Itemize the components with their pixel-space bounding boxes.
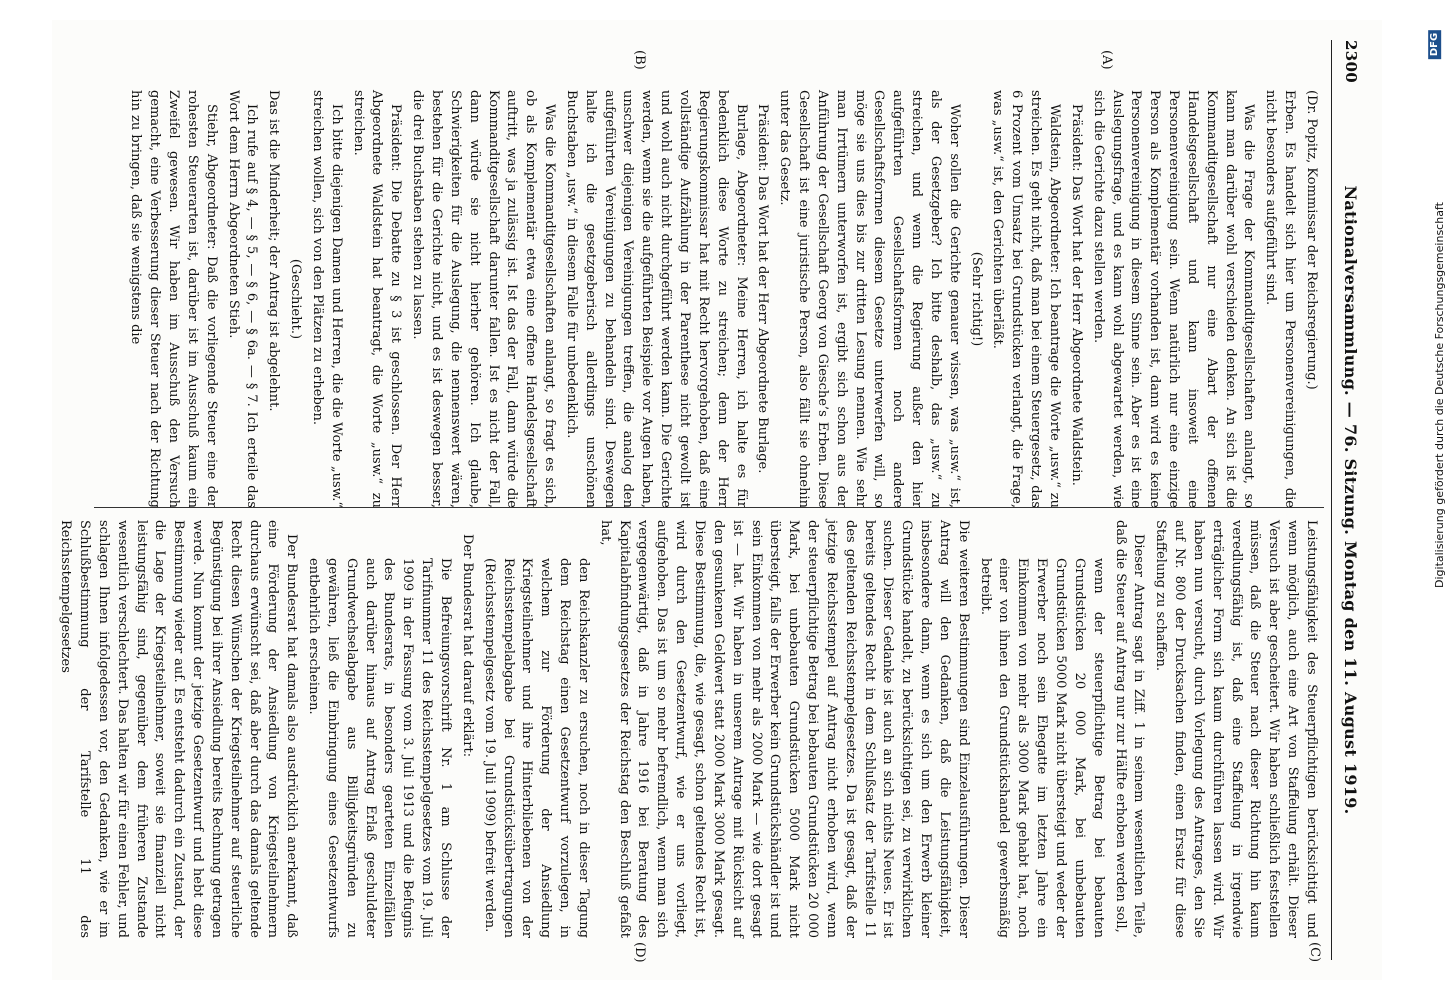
speaker-paragraph: Stiehr, Abgeordneter: Daß die vorliegende Steuer eine der rohesten Steuerarten ist, darüber ist im Ausschuß kaum ein Zweifel gewesen. Wir haben im Ausschuß den Versuch gemacht, eine Verbesserung dieser Steuer nach der Richtung hin zu bringen, daß sie wenigstens die <box>128 90 219 508</box>
interjection: (Geschieht.) <box>288 258 304 340</box>
quoted-text: wenn der steuerpflichtige Betrag bei bebauten Grundstücken 20 000 Mark, bei unbebauten Grundstücken 5000 Mark nicht übersteigt und weder der Erwerber noch sein Ehegatte im letzten Jahre ein Einkommen von mehr als 3000 Mark gehabt hat, noch einer von ihnen den Grundstückshandel gewerbsmäßig betreibt. <box>977 558 1106 938</box>
header-rule <box>1331 40 1332 960</box>
paragraph: Der Bundesrat hat damals also ausdrücklich anerkannt, daß eine Förderung der Ansiedlung von Kriegsteilnehmern durchaus erwünscht sei, daß aber durch das damals geltende Recht diesen Wünschen der Kriegsteilnehmer auf steuerliche Begünstigung bei ihrer Ansiedlung bereits Rechnung getragen werde. Nun kommt der jetzige Gesetzentwurf und hebt diese Bestimmung wieder auf. Es entsteht dadurch ein Zustand, der die Lage der Kriegsteilnehmer, soweit sie finanziell nicht leistungsfähig sind, gegenüber dem früheren Zustande wesentlich verschlechtert. Das halten wir für einen Fehler, und schlagen Ihnen infolgedessen vor, den Gedanken, wie er im Schlußbestimmung der Tarifstelle 11 des Reichsstempelgesetzes <box>58 520 300 938</box>
paragraph: Das ist die Minderheit; der Antrag ist abgelehnt. <box>266 90 282 412</box>
interjection: (Sehr richtig!) <box>968 251 984 347</box>
margin-marker-c: (C) <box>1307 942 1322 963</box>
column-divider <box>94 507 1324 508</box>
page-number: 2300 <box>1342 40 1360 83</box>
quoted-text: den Reichskanzler zu ersuchen, noch in dieser Tagung dem Reichstag einen Gesetzentwurf vorzulegen, in welchem zur Förderung der Ansiedlung Kriegsteilnehmer und ihre Hinterbliebenen von der Reichsstempelabgabe bei Grundstücksübertragungen (Reichsstempelgesetz vom 19. Juli 1909) befreit werden. <box>481 558 591 938</box>
margin-marker-b: (B) <box>632 50 647 70</box>
margin-marker-a: (A) <box>1099 50 1114 70</box>
paragraph: Ich bitte diejenigen Damen und Herren, die die Worte „usw.“ streichen wollen, sich von den Plätzen zu erheben. <box>309 90 344 508</box>
paragraph: Dieser Antrag sagt in Ziff. 1 in seinem wesentlichen Teile, daß die Steuer auf Antrag nur zur Hälfte erhoben werden soll, <box>1112 520 1147 938</box>
speaker-attribution: (Dr. Popitz, Kommissar der Reichsregierung.) <box>1304 90 1319 390</box>
digitization-credit: Digitalisierung gefördert durch die Deutsche Forschungsgemeinschaft <box>1433 202 1446 588</box>
paragraph: Was die Kommanditgesellschaften anlangt, so fragt es sich, ob als Komplementär etwa eine offene Handelsgesellschaft auftritt, was ja zulässig ist. Ist das der Fall, dann würde die Kommanditgesellschaft darunter fallen. Ist es nicht der Fall, dann würde sie nicht hierher gehören. Ich glaube, Schwierigkeiten für die Auslegung, die nennenswert wären, bestehen für die Gerichte nicht, und es ist deswegen besser, die drei Buchstaben stehen zu lassen. <box>410 90 558 508</box>
speaker-paragraph: Waldstein, Abgeordneter: Ich beantrage die Worte „usw.“ zu streichen. Es geht nicht, daß man bei einem Steuergesetz, das 6 Prozent vom Umsatz bei Grundstücken verlangt, die Frage, was „usw.“ ist, den Gerichten überläßt. <box>990 90 1063 508</box>
speaker-paragraph: Präsident: Das Wort hat der Herr Abgeordnete Burlage. <box>755 104 771 474</box>
paragraph: Der Bundesrat hat darauf erklärt: <box>459 534 475 758</box>
left-column <box>123 90 1320 508</box>
right-column <box>52 520 1320 938</box>
paragraph: Leistungsfähigkeit des Steuerpflichtigen berücksichtigt und wenn möglich, auch eine Art von Staffelung erhält. Dieser Versuch ist aber gescheitert. Wir haben schließlich feststellen müssen, daß die Steuer nach dieser Richtung hin kaum veredlungsfähig ist, daß eine Staffelung in irgendwie erträglicher Form sich kaum durchführen lassen wird. Wir haben nun versucht, durch Vorlegung des Antrages, den Sie auf Nr. 800 der Drucksachen finden, einen Ersatz für diese Staffelung zu schaffen. <box>1153 520 1319 938</box>
quoted-text: Die Befreiungsvorschrift Nr. 1 am Schlusse der Tarifnummer 11 des Reichsstempelgesetzes vom 19. Juli 1909 in der Fassung vom 3. Juli 1913 und die Befugnis des Bundesrats, in besonders gearteten Einzelfällen auch darüber hinaus auf Antrag Erlaß geschuldeter Grundwechselabgabe aus Billigkeitsgründen zu gewähren, ließ die Einbringung eines Gesetzentwurfs entbehrlich erscheinen. <box>306 558 454 938</box>
paragraph: Woher sollen die Gerichte genauer wissen, was „usw.“ ist, als der Gesetzgeber? Ich bitte deshalb, das „usw.“ zu streichen, und wenn die Regierung außer den hier aufgeführten Gesellschaftsformen noch andere Gesellschaftsformen diesem Gesetze unterwerfen will, so möge sie uns dies bis zur dritten Lesung nennen. Wie sehr man Irrtümern unterworfen ist, ergibt sich schon aus der Anführung der Gesellschaft Georg von Giesche’s Erben. Diese Gesellschaft ist eine juristische Person, also fällt sie ohnehin unter das Gesetz. <box>777 90 962 508</box>
paragraph: Die weiteren Bestimmungen sind Einzelausführungen. Dieser Antrag will den Gedanken, daß die Leistungsfähigkeit, insbesondere dann, wenn es sich um den Erwerb kleiner Grundstücke handelt, zu berücksichtigen sei, zu verwirklichen suchen. Dieser Gedanke ist auch an sich nichts Neues. Er ist bereits geltendes Recht in dem Schlußsatz der Tarifstelle 11 des geltenden Reichsstempelgesetzes. Da ist gesagt, daß der jetzige Reichsstempel auf Antrag nicht erhoben wird, wenn der steuerpflichtige Betrag bei bebauten Grundstücken 20 000 Mark, bei unbebauten Grundstücken 5000 Mark nicht übersteigt, falls der Erwerber kein Grundstückshändler ist und sein Einkommen von mehr als 2000 Mark — wie dort gesagt ist — hat. Wir haben in unserem Antrage mit Rücksicht auf den gesunkenen Geldwert statt 2000 Mark 3000 Mark gesagt. Diese Bestimmung, die, wie gesagt, schon geltendes Recht ist, wird durch den Gesetzentwurf, wie er uns vorliegt, aufgehoben. Das ist um so mehr befremdlich, wenn man sich vergegenwärtigt, daß in Jahre 1916 bei Beratung des Kapitalabfindungsgesetzes der Reichstag den Beschluß gefaßt hat, <box>597 520 971 938</box>
paragraph: Was die Frage der Kommanditgesellschaften anlangt, so kann man darüber wohl verschieden denken. An sich ist die Kommanditgesellschaft nur eine Abart der offenen Handelsgesellschaft und kann insoweit eine Personenvereinigung sein. Wenn natürlich nur eine einzige Person als Komplementär vorhanden ist, dann wird es keine Personenvereinigung in diesem Sinne sein. Aber es ist eine Auslegungsfrage, und es kann wohl abgewartet werden, wie sich die Gerichte dazu stellen werden. <box>1090 90 1257 508</box>
page-title: Nationalversammlung. — 76. Sitzung. Montag den 11. August 1919. <box>1341 185 1360 815</box>
speaker-paragraph: Präsident: Das Wort hat der Herr Abgeordnete Waldstein. <box>1068 104 1084 486</box>
speaker-paragraph: Burlage, Abgeordneter: Meine Herren, ich halte es für bedenklich diese Worte zu streichen; denn der Herr Regierungskommissar hat mit Recht hervorgehoben, daß eine vollständige Aufzählung in der Parenthese nicht gewollt ist und wohl auch nicht durchgeführt werden kann. Die Gerichte werden, wenn sie die aufgeführten Beispiele vor Augen haben, unschwer diejenigen Vereinigungen treffen, die analog den aufgeführten Vereinigungen zu behandeln sind. Deswegen halte ich die gesetzgeberisch allerdings unschönen Buchstaben „usw.“ in diesem Falle für unbedenklich. <box>563 90 749 508</box>
margin-marker-d: (D) <box>632 942 647 963</box>
speaker-paragraph: Präsident: Die Debatte zu § 3 ist geschlossen. Der Herr Abgeordnete Waldstein hat beantragt, die Worte „usw.“ zu streichen. <box>350 90 404 508</box>
paragraph: Erben. Es handelt sich hier um Personenvereinigungen, die nicht besonders aufgeführt sind. <box>1263 90 1298 508</box>
paragraph: Ich rufe auf § 4, — § 5, — § 6, — § 6a. — § 7. Ich erteile das Wort dem Herrn Abgeordneten Stieh. <box>225 90 260 508</box>
document-page <box>52 20 1382 980</box>
dfg-logo: DFG <box>1428 30 1441 59</box>
